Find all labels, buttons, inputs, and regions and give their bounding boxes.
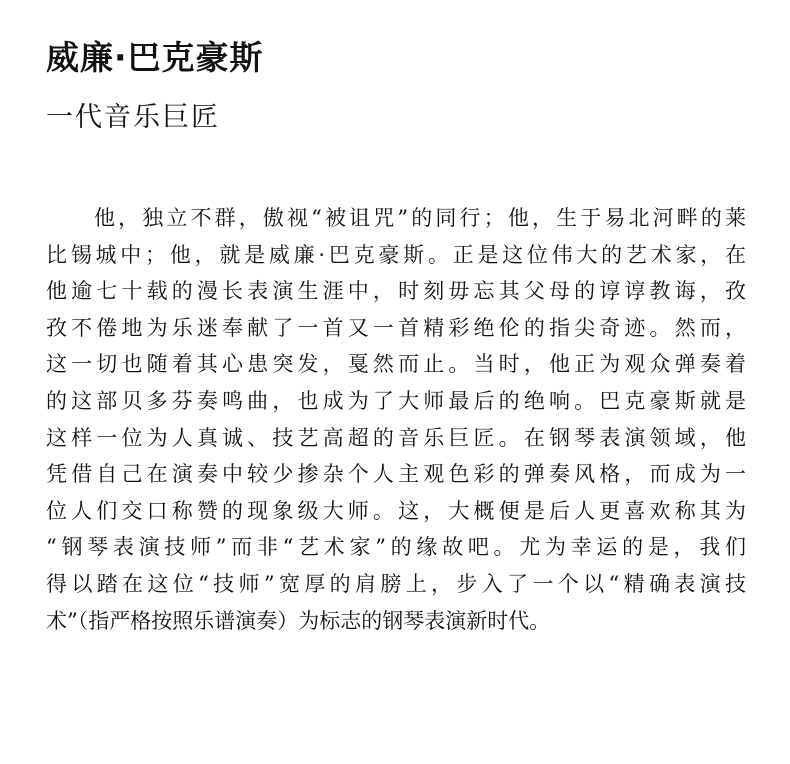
paragraph-line: 这样一位为人真诚、技艺高超的音乐巨匠。在钢琴表演领域，他 xyxy=(46,425,746,450)
article-subtitle: 一代音乐巨匠 xyxy=(46,102,220,133)
paragraph-line: 孜不倦地为乐迷奉献了一首又一首精彩绝伦的指尖奇迹。然而， xyxy=(46,315,746,340)
paragraph-line: 凭借自己在演奏中较少掺杂个人主观色彩的弹奏风格，而成为一 xyxy=(46,462,746,487)
paragraph-line: 他，独立不群，傲视“被诅咒”的同行；他，生于易北河畔的莱 xyxy=(94,206,746,230)
paragraph-line: “钢琴表演技师”而非“艺术家”的缘故吧。尤为幸运的是，我们 xyxy=(46,535,746,560)
paragraph-line: 这一切也随着其心患突发，戛然而止。当时，他正为观众弹奏着 xyxy=(46,352,746,377)
article-title: 威廉·巴克豪斯 xyxy=(46,38,264,77)
paragraph-line: 比锡城中；他，就是威廉·巴克豪斯。正是这位伟大的艺术家，在 xyxy=(46,242,746,267)
paragraph-line: 术”（指严格按照乐谱演奏）为标志的钢琴表演新时代。 xyxy=(46,608,551,633)
paragraph-line: 的这部贝多芬奏鸣曲，也成为了大师最后的绝响。巴克豪斯就是 xyxy=(46,388,746,413)
article-body xyxy=(46,200,746,639)
paragraph-line: 他逾七十载的漫长表演生涯中，时刻毋忘其父母的谆谆教诲，孜 xyxy=(46,279,746,304)
paragraph-line: 得以踏在这位“技师”宽厚的肩膀上，步入了一个以“精确表演技 xyxy=(46,571,746,596)
paragraph-line: 位人们交口称赞的现象级大师。这，大概便是后人更喜欢称其为 xyxy=(46,498,746,523)
